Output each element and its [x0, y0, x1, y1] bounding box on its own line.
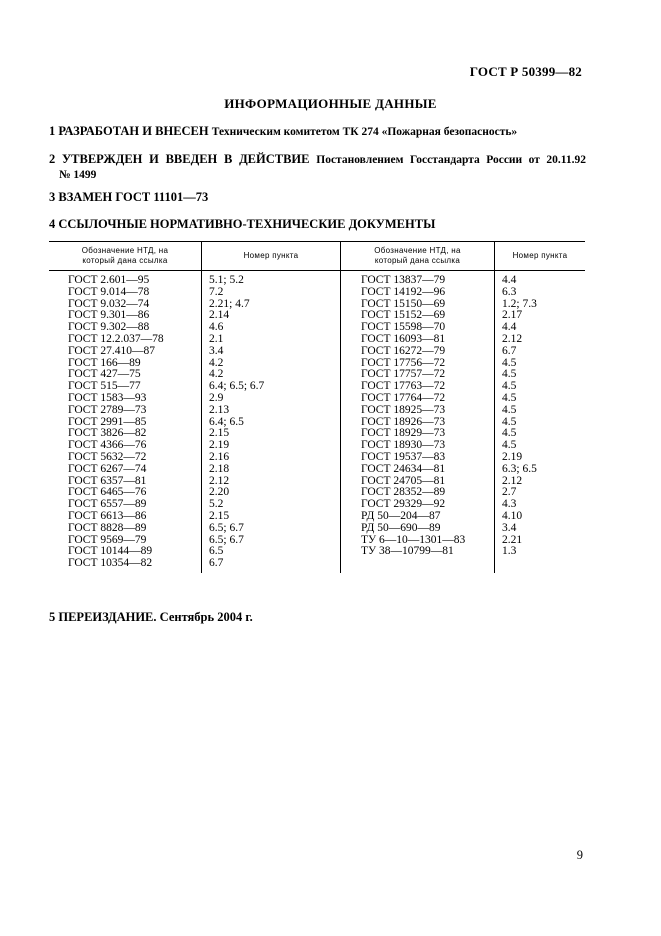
reference-document-right: ГОСТ 24705—81: [341, 476, 495, 488]
reference-document-right: ГОСТ 17757—72: [341, 369, 495, 381]
document-code: ГОСТ Р 50399—82: [469, 64, 582, 79]
reference-clause-left: 5.1; 5.2: [202, 271, 341, 287]
header-document-line-2: который дана ссылка: [82, 256, 168, 265]
reference-clause-left: 5.2: [202, 499, 341, 511]
reference-clause-left: 6.5: [202, 546, 341, 558]
reference-clause-right: 2.12: [502, 332, 523, 345]
section-5-lead: 5 ПЕРЕИЗДАНИЕ.: [49, 610, 157, 624]
reference-document-right: ГОСТ 18925—73: [341, 405, 495, 417]
table-row: [49, 523, 585, 535]
reference-clause-right: 6.3: [502, 285, 517, 298]
reference-document-right: ГОСТ 28352—89: [341, 487, 495, 499]
section-1-text: Техническим комитетом ТК 274 «Пожарная безопасность»: [211, 126, 518, 138]
reference-clause-right: 4.10: [502, 509, 523, 522]
table-row: [49, 511, 585, 523]
reference-clause-left: 6.4; 6.5: [202, 417, 341, 429]
reference-clause-left: 6.5; 6.7: [202, 523, 341, 535]
reference-document-left: ГОСТ 8828—89: [49, 523, 202, 535]
reference-clause-left: 2.1: [202, 334, 341, 346]
reference-document-left: ГОСТ 6557—89: [49, 499, 202, 511]
reference-document-left: ГОСТ 166—89: [49, 358, 202, 370]
reference-document-left: ГОСТ 6267—74: [49, 464, 202, 476]
reference-document-right: ГОСТ 19537—83: [341, 452, 495, 464]
reference-clause-right: 4.4: [502, 274, 517, 286]
reference-document-right: РД 50—204—87: [341, 511, 495, 523]
reference-document-left: ГОСТ 9.032—74: [49, 299, 202, 311]
reference-clause-left: 2.12: [202, 476, 341, 488]
reference-clause-right: 2.21: [502, 533, 523, 546]
table-row: [49, 452, 585, 464]
reference-document-left: ГОСТ 4366—76: [49, 440, 202, 452]
table-row: [49, 464, 585, 476]
section-1: [49, 124, 586, 140]
table-row: [49, 334, 585, 346]
reference-document-left: ГОСТ 6465—76: [49, 487, 202, 499]
section-5-text: Сентябрь 2004 г.: [159, 610, 253, 624]
section-3-text: 3 ВЗАМЕН ГОСТ 11101—73: [49, 190, 209, 204]
section-5: [49, 610, 586, 625]
reference-clause-left: 4.2: [202, 369, 341, 381]
reference-document-left: ГОСТ 2789—73: [49, 405, 202, 417]
reference-clause-right: 4.5: [502, 380, 517, 393]
reference-clause-right: 2.7: [502, 486, 517, 499]
reference-clause-right: 6.7: [502, 344, 517, 357]
reference-document-left: ГОСТ 2991—85: [49, 417, 202, 429]
reference-document-right: ГОСТ 13837—79: [341, 271, 495, 287]
reference-document-left: ГОСТ 10354—82: [49, 558, 202, 573]
section-2: [49, 152, 586, 183]
section-4: [49, 217, 586, 232]
table-row: [49, 287, 585, 299]
header-document-line-1: Обозначение НТД, на: [81, 246, 169, 255]
header-document-line-1: Обозначение НТД, на: [374, 246, 461, 255]
page-number: 9: [576, 848, 583, 862]
header-clause-right: Номер пункта: [495, 242, 586, 271]
reference-clause-left: 2.20: [202, 487, 341, 499]
reference-clause-left: 2.13: [202, 405, 341, 417]
reference-clause-left: 2.18: [202, 464, 341, 476]
reference-clause-right: 6.3; 6.5: [502, 462, 537, 475]
reference-document-right: ТУ 38—10799—81: [341, 546, 495, 558]
reference-clause-right: 4.5: [502, 391, 517, 404]
table-body: [49, 271, 585, 573]
section-4-text: 4 ССЫЛОЧНЫЕ НОРМАТИВНО-ТЕХНИЧЕСКИЕ ДОКУМЕНТЫ: [49, 217, 436, 231]
header-document-line-2: который дана ссылка: [374, 256, 461, 265]
reference-document-right: ГОСТ 17764—72: [341, 393, 495, 405]
reference-document-right: РД 50—690—89: [341, 523, 495, 535]
reference-clause-left: 2.15: [202, 511, 341, 523]
reference-clause-left: 2.16: [202, 452, 341, 464]
reference-document-right: ГОСТ 29329—92: [341, 499, 495, 511]
reference-clause-left: 7.2: [202, 287, 341, 299]
reference-document-left: ГОСТ 2.601—95: [49, 271, 202, 287]
reference-document-right: ГОСТ 18930—73: [341, 440, 495, 452]
reference-document-left: ГОСТ 515—77: [49, 381, 202, 393]
reference-clause-right: 4.3: [502, 498, 517, 511]
reference-document-left: ГОСТ 1583—93: [49, 393, 202, 405]
reference-clause-left: 2.9: [202, 393, 341, 405]
reference-document-left: ГОСТ 5632—72: [49, 452, 202, 464]
reference-document-left: ГОСТ 12.2.037—78: [49, 334, 202, 346]
reference-clause-left: 2.14: [202, 310, 341, 322]
table-row: [49, 271, 585, 287]
reference-document-left: ГОСТ 9569—79: [49, 535, 202, 547]
reference-document-right: ГОСТ 18929—73: [341, 428, 495, 440]
reference-document-right: ГОСТ 24634—81: [341, 464, 495, 476]
reference-clause-right: 4.5: [502, 356, 517, 369]
reference-clause-right: 4.5: [502, 415, 517, 428]
table-row: [49, 558, 585, 573]
reference-clause-right: 4.5: [502, 439, 517, 452]
reference-clause-right: 2.19: [502, 450, 523, 463]
reference-document-left: ГОСТ 6357—81: [49, 476, 202, 488]
section-2-lead: 2 УТВЕРЖДЕН И ВВЕДЕН В ДЕЙСТВИЕ: [49, 152, 310, 166]
reference-clause-right: 4.5: [502, 403, 517, 416]
table-header-row: [49, 242, 585, 271]
reference-document-left: ГОСТ 427—75: [49, 369, 202, 381]
header-document-right: [341, 242, 495, 271]
header-clause-left: Номер пункта: [202, 242, 341, 271]
reference-clause-right: 4.5: [502, 427, 517, 440]
header-document-left: [49, 242, 202, 271]
reference-document-left: ГОСТ 9.301—86: [49, 310, 202, 322]
reference-document-right: ГОСТ 17763—72: [341, 381, 495, 393]
reference-document-right: ГОСТ 15152—69: [341, 310, 495, 322]
reference-clause-left: 6.5; 6.7: [202, 535, 341, 547]
reference-document-left: ГОСТ 9.014—78: [49, 287, 202, 299]
table-row: [49, 405, 585, 417]
reference-clause-right: 2.17: [502, 309, 523, 322]
table-row: [49, 346, 585, 358]
reference-clause-right: [495, 558, 586, 573]
reference-clause-right: 1.2; 7.3: [502, 297, 537, 310]
reference-clause-right: 1.3: [502, 545, 517, 558]
section-2-continuation: № 1499: [59, 169, 97, 181]
reference-clause-left: 4.6: [202, 322, 341, 334]
page-title: ИНФОРМАЦИОННЫЕ ДАННЫЕ: [224, 96, 437, 111]
section-3: [49, 190, 586, 205]
references-table: [49, 241, 585, 573]
reference-clause-left: 4.2: [202, 358, 341, 370]
reference-document-right: ГОСТ 14192—96: [341, 287, 495, 299]
section-2-line: [49, 152, 586, 168]
reference-clause-left: 2.21; 4.7: [202, 299, 341, 311]
reference-document-right: ТУ 6—10—1301—83: [341, 535, 495, 547]
reference-clause-left: 2.15: [202, 428, 341, 440]
reference-clause-right: 3.4: [502, 521, 517, 534]
section-2-text: Постановлением Госстандарта России от 20.11.92: [316, 154, 587, 166]
reference-clause-right: 4.4: [502, 321, 517, 334]
reference-document-left: ГОСТ 3826—82: [49, 428, 202, 440]
reference-document-left: ГОСТ 10144—89: [49, 546, 202, 558]
reference-document-right: ГОСТ 17756—72: [341, 358, 495, 370]
reference-document-right: ГОСТ 15598—70: [341, 322, 495, 334]
reference-clause-left: 6.7: [202, 558, 341, 573]
reference-document-right: ГОСТ 15150—69: [341, 299, 495, 311]
table-row: [49, 393, 585, 405]
reference-clause-left: 6.4; 6.5; 6.7: [202, 381, 341, 393]
section-1-lead: 1 РАЗРАБОТАН И ВНЕСЕН: [49, 124, 209, 138]
reference-clause-right: 2.12: [502, 474, 523, 487]
reference-document-right: [341, 558, 495, 573]
reference-document-left: ГОСТ 6613—86: [49, 511, 202, 523]
reference-clause-left: 2.19: [202, 440, 341, 452]
reference-document-right: ГОСТ 16093—81: [341, 334, 495, 346]
reference-document-right: ГОСТ 16272—79: [341, 346, 495, 358]
reference-document-left: ГОСТ 27.410—87: [49, 346, 202, 358]
reference-clause-right: 4.5: [502, 368, 517, 381]
reference-document-right: ГОСТ 18926—73: [341, 417, 495, 429]
reference-document-left: ГОСТ 9.302—88: [49, 322, 202, 334]
reference-clause-left: 3.4: [202, 346, 341, 358]
